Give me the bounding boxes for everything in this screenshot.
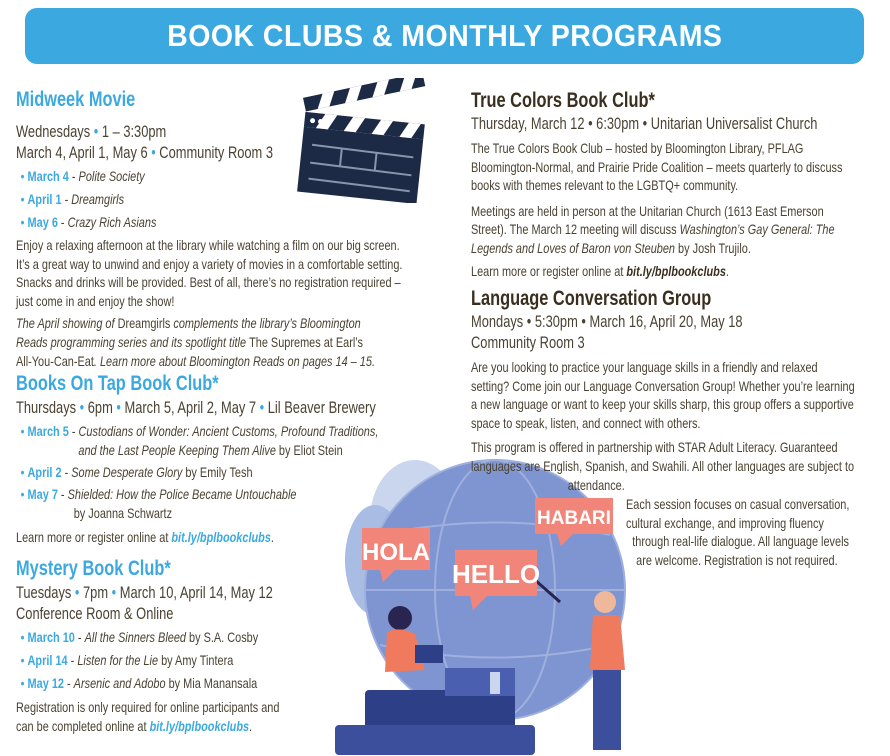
list-item: • May 12 - Arsenic and Adobo by Mia Manansala	[20, 675, 258, 691]
page-banner	[25, 8, 864, 64]
books-on-tap-section: Books On Tap Book Club* Thursdays • 6pm • March 5, April 2, May 7 • Lil Beaver Brewery • March 5 - Custodians of Wonder: Ancient Customs, Profound Traditions, and the Last People Keeping Them Alive by Eliot Stein • April 2 - Some Desperate Glory by Emily Tesh • May 7 - Shielded: How the Police Became Untouchable by Joanna Schwartz Learn more or register online at bit.ly/bplbookclubs.	[16, 372, 379, 545]
true-colors-section: True Colors Book Club* Thursday, March 12 • 6:30pm • Unitarian Universalist Church The True Colors Book Club – hosted by Bloomington Library, PFLAG Bloomington-Normal, and Prairie Pride Coalition – meets quarterly to discuss books with themes relevant to the LGBTQ+ community. Meetings are held in person at the Unitarian Church (1613 East Emerson Street). The March 12 meeting will discuss Washington’s Gay General: The Legends and Loves of Baron von Steuben by Josh Trujilo. Learn more or register online at bit.ly/bplbookclubs.	[471, 89, 843, 279]
list-item: • May 6 - Crazy Rich Asians	[20, 214, 157, 230]
svg-text:HELLO: HELLO	[451, 559, 541, 589]
section-heading: Books On Tap Book Club*	[16, 372, 219, 395]
list-item: • April 2 - Some Desperate Glory by Emily Tesh	[20, 464, 253, 480]
svg-text:HABARI: HABARI	[537, 508, 611, 529]
session-details: Each session focuses on casual conversation, cultural exchange, and improving fluency through real-life dialogue. All language levels are welcome. Registration is not required.	[626, 496, 850, 568]
language-conversation-section: Language Conversation Group Mondays • 5:30pm • March 16, April 20, May 18 Community Room 3 Are you looking to practice your language skills in a friendly and relaxed setting? Come join our Language Conversation Group! Whether you’re learning a new language or want to keep your skills sharp, this group offers a supportive space to speak, listen, and connect with others. This program is offered in partnership with STAR Adult Literacy. Guaranteed languages are English, Spanish, and Swahili. All other languages are subject to attendance.	[471, 287, 855, 493]
schedule-location: Community Room 3	[159, 144, 274, 162]
list-item: • March 5 - Custodians of Wonder: Ancient Customs, Profound Traditions,	[20, 423, 379, 439]
page-title: BOOK CLUBS & MONTHLY PROGRAMS	[166, 18, 723, 53]
bloomington-reads-note: The April showing of Dreamgirls complements the library’s Bloomington Reads programming series and its spotlight title The Supremes at Earl’s All-You-Can-Eat. Learn more about Bloomington Reads on pages 14 – 15.	[16, 315, 375, 369]
list-item: • April 14 - Listen for the Lie by Amy Tintera	[20, 652, 234, 668]
list-item: • March 4 - Polite Society	[20, 168, 145, 184]
bookclubs-link[interactable]: bit.ly/bplbookclubs	[149, 717, 250, 734]
bookclubs-link[interactable]: bit.ly/bplbookclubs	[626, 262, 726, 279]
schedule-day: Wednesdays	[16, 123, 91, 141]
section-heading: Mystery Book Club*	[16, 557, 171, 580]
description: Enjoy a relaxing afternoon at the library while watching a film on our big screen. It’s a great way to unwind and enjoy a variety of movies in a comfortable setting. Snacks and drinks will be provided. Best of all, there’s no registration required – just come in and enjoy the show!	[16, 237, 403, 309]
midweek-movie-section: Midweek Movie Wednesdays • 1 – 3:30pm March 4, April 1, May 6 • Community Room 3 • March 4 - Polite Society • April 1 - Dreamgirls • May 6 - Crazy Rich Asians Enjoy a relaxing afternoon at the library while watching a film on our big screen. It’s a great way to unwind and enjoy a variety of movies in a comfortable setting. Snacks and drinks will be provided. Best of all, there’s no registration required – just come in and enjoy the show! The April showing of Dreamgirls complements the library’s Bloomington Reads programming series and its spotlight title The Supremes at Earl’s All-You-Can-Eat. Learn more about Bloomington Reads on pages 14 – 15.	[16, 88, 403, 369]
list-item: • March 10 - All the Sinners Bleed by S.A. Cosby	[20, 629, 259, 645]
section-heading: Language Conversation Group	[471, 287, 712, 310]
section-heading: Midweek Movie	[16, 88, 136, 111]
schedule-dates: March 4, April 1, May 6	[16, 144, 148, 162]
section-heading: True Colors Book Club*	[471, 89, 655, 112]
schedule-time: 1 – 3:30pm	[101, 123, 167, 141]
bookclubs-link[interactable]: bit.ly/bplbookclubs	[171, 529, 271, 545]
svg-text:HOLA: HOLA	[362, 539, 430, 566]
list-item: • April 1 - Dreamgirls	[20, 191, 125, 207]
list-item: • May 7 - Shielded: How the Police Became Untouchable	[20, 486, 297, 502]
mystery-book-club-section: Mystery Book Club* Tuesdays • 7pm • March 10, April 14, May 12 Conference Room & Online • March 10 - All the Sinners Bleed by S.A. Cosby • April 14 - Listen for the Lie by Amy Tintera • May 12 - Arsenic and Adobo by Mia Manansala Registration is only required for online participants and can be completed online at bit.ly/bplbookclubs.	[16, 557, 280, 734]
